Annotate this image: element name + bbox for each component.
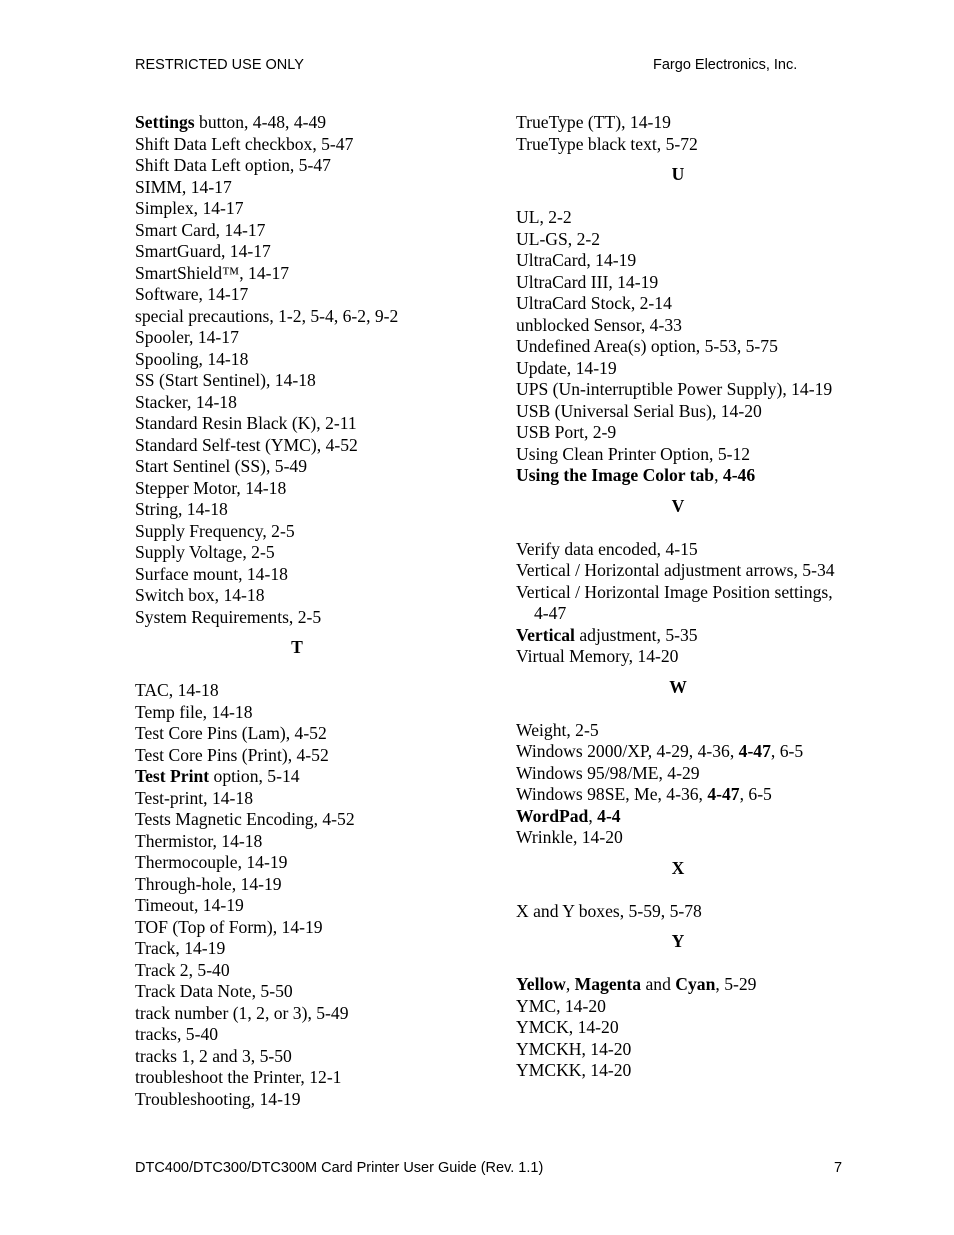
index-entry-text: X and Y boxes, 5-59, 5-78 xyxy=(516,900,702,921)
index-entry xyxy=(135,788,465,810)
index-entry-text: UltraCard III, 14-19 xyxy=(516,271,659,292)
index-entry xyxy=(516,229,846,251)
index-entry-text: UPS (Un-interruptible Power Supply), 14-19 xyxy=(516,379,833,399)
index-entry xyxy=(516,315,846,337)
index-entry-text: Start Sentinel (SS), 5-49 xyxy=(135,456,308,476)
index-entry-text: USB (Universal Serial Bus), 14-20 xyxy=(516,400,762,421)
index-entry xyxy=(516,741,846,763)
index-section-letter: U xyxy=(671,164,685,184)
index-entry-text: Shift Data Left option, 5-47 xyxy=(135,155,331,175)
index-entry xyxy=(516,401,846,423)
index-section-letter: T xyxy=(291,637,303,657)
index-entry-text: Troubleshooting, 14-19 xyxy=(135,1088,301,1109)
index-entry-text: Update, 14-19 xyxy=(516,357,617,378)
index-entry-text: adjustment, 5-35 xyxy=(574,624,698,645)
index-entry-text: , xyxy=(714,465,723,485)
index-entry xyxy=(135,723,465,745)
index-entry xyxy=(516,336,846,358)
index-entry xyxy=(516,250,846,272)
index-entry-text: YMCKH, 14-20 xyxy=(516,1038,632,1059)
index-entry xyxy=(135,1067,465,1089)
index-entry xyxy=(135,1089,465,1111)
index-column-right xyxy=(516,112,846,1082)
index-entry xyxy=(135,564,465,586)
index-entry-text: TOF (Top of Form), 14-19 xyxy=(135,916,323,937)
index-entry-text: Shift Data Left checkbox, 5-47 xyxy=(135,133,354,154)
index-entry-text: TrueType (TT), 14-19 xyxy=(516,112,671,132)
index-entry xyxy=(516,207,846,229)
index-entry xyxy=(135,198,465,220)
index-entry xyxy=(135,456,465,478)
index-entry-text: Through-hole, 14-19 xyxy=(135,873,282,894)
index-entry-text: Vertical / Horizontal Image Position settings, 4-47 xyxy=(516,581,833,623)
index-entry-bold-text: Using the Image Color tab xyxy=(516,465,715,485)
index-entry-text: UltraCard Stock, 2-14 xyxy=(516,293,672,313)
index-entry-text: Temp file, 14-18 xyxy=(135,701,253,722)
index-entry-text: Test Core Pins (Print), 4-52 xyxy=(135,744,329,765)
index-entry xyxy=(135,981,465,1003)
index-entry-text: YMCK, 14-20 xyxy=(516,1017,619,1037)
index-entry xyxy=(516,720,846,742)
index-entry xyxy=(135,155,465,177)
index-entry-text: Undefined Area(s) option, 5-53, 5-75 xyxy=(516,336,778,356)
index-entry xyxy=(516,134,846,156)
index-entry-text: Spooler, 14-17 xyxy=(135,327,239,347)
index-entry-text: Smart Card, 14-17 xyxy=(135,219,266,240)
index-entry-text: Windows 95/98/ME, 4-29 xyxy=(516,762,700,783)
index-entry-text: option, 5-14 xyxy=(209,766,300,786)
index-entry xyxy=(135,1024,465,1046)
footer-title: DTC400/DTC300/DTC300M Card Printer User Guide (Rev. 1.1) xyxy=(135,1160,544,1176)
index-entry-text: track number (1, 2, or 3), 5-49 xyxy=(135,1002,349,1023)
index-entry-text: Supply Voltage, 2-5 xyxy=(135,542,275,562)
index-section-letter: W xyxy=(669,676,687,697)
index-entry-text: unblocked Sensor, 4-33 xyxy=(516,314,682,335)
index-entry-text: , xyxy=(588,805,598,826)
index-entry-text: Wrinkle, 14-20 xyxy=(516,827,623,847)
index-entry xyxy=(135,917,465,939)
index-column-left xyxy=(135,112,465,1110)
index-entry xyxy=(135,702,465,724)
index-entry-text: Vertical / Horizontal adjustment arrows, 5-34 xyxy=(516,560,835,580)
index-entry-text: TrueType black text, 5-72 xyxy=(516,133,698,154)
index-entry xyxy=(135,220,465,242)
index-entry-text: SIMM, 14-17 xyxy=(135,176,232,197)
index-entry-text: Windows 98SE, Me, 4-36, xyxy=(516,784,708,804)
index-entry xyxy=(135,585,465,607)
index-entry-text: Test Core Pins (Lam), 4-52 xyxy=(135,723,327,743)
index-entry xyxy=(135,680,465,702)
index-entry xyxy=(135,177,465,199)
index-entry xyxy=(516,901,846,923)
index-entry-text: and xyxy=(641,974,676,994)
index-entry xyxy=(516,646,846,668)
index-entry xyxy=(516,1060,846,1082)
index-entry xyxy=(135,413,465,435)
index-entry xyxy=(516,974,846,996)
index-entry xyxy=(516,784,846,806)
index-entry-bold-text: 4-4 xyxy=(597,805,621,826)
index-entry xyxy=(516,379,846,401)
index-entry xyxy=(135,831,465,853)
index-entry xyxy=(135,521,465,543)
index-entry-text: Stepper Motor, 14-18 xyxy=(135,477,287,498)
index-entry xyxy=(135,241,465,263)
index-entry xyxy=(516,1017,846,1039)
index-entry-text: Timeout, 14-19 xyxy=(135,895,244,915)
index-entry xyxy=(516,465,846,487)
index-entry xyxy=(516,582,846,625)
index-entry xyxy=(135,134,465,156)
index-entry-bold-text: Cyan xyxy=(675,974,716,994)
index-entry-text: YMC, 14-20 xyxy=(516,995,606,1016)
index-entry-text: , xyxy=(565,974,575,994)
index-entry xyxy=(516,293,846,315)
index-entry xyxy=(135,960,465,982)
index-entry xyxy=(516,763,846,785)
index-entry-text: Windows 2000/XP, 4-29, 4-36, xyxy=(516,741,739,761)
index-entry xyxy=(516,422,846,444)
index-entry xyxy=(516,996,846,1018)
index-entry xyxy=(135,1003,465,1025)
index-entry-text: , 6-5 xyxy=(770,741,804,761)
index-entry-bold-text: 4-46 xyxy=(722,465,756,485)
index-entry-text: Thermocouple, 14-19 xyxy=(135,852,288,872)
index-entry xyxy=(135,809,465,831)
index-entry-text: Test-print, 14-18 xyxy=(135,787,253,808)
index-entry-text: tracks, 5-40 xyxy=(135,1024,219,1044)
index-entry-text: , 6-5 xyxy=(739,784,772,804)
index-entry xyxy=(135,284,465,306)
index-entry-text: USB Port, 2-9 xyxy=(516,422,617,442)
index-entry-bold-text: Vertical xyxy=(516,624,575,645)
index-entry xyxy=(135,542,465,564)
index-entry xyxy=(135,499,465,521)
index-entry xyxy=(135,478,465,500)
index-entry-text: String, 14-18 xyxy=(135,499,228,519)
index-entry-text: Track 2, 5-40 xyxy=(135,959,230,980)
index-entry xyxy=(516,444,846,466)
index-entry-text: Software, 14-17 xyxy=(135,284,249,304)
index-entry xyxy=(516,806,846,828)
index-section-letter: Y xyxy=(671,931,685,951)
index-entry-text: Tests Magnetic Encoding, 4-52 xyxy=(135,809,355,829)
index-entry xyxy=(135,370,465,392)
index-section-letter: V xyxy=(671,495,685,516)
index-entry xyxy=(135,392,465,414)
index-entry-text: Switch box, 14-18 xyxy=(135,585,265,605)
index-entry-text: Thermistor, 14-18 xyxy=(135,830,263,851)
index-entry-text: button, 4-48, 4-49 xyxy=(194,112,327,132)
index-entry-text: , 5-29 xyxy=(715,974,757,994)
index-entry-text: Track, 14-19 xyxy=(135,938,226,958)
index-entry xyxy=(135,263,465,285)
index-entry xyxy=(516,1039,846,1061)
index-entry-text: Standard Self-test (YMC), 4-52 xyxy=(135,434,358,455)
index-entry xyxy=(135,895,465,917)
index-entry-text: Simplex, 14-17 xyxy=(135,198,244,218)
index-section-letter: X xyxy=(671,857,685,878)
index-entry-text: UL, 2-2 xyxy=(516,207,572,227)
index-entry-text: SmartShield™, 14-17 xyxy=(135,262,290,283)
index-entry-text: special precautions, 1-2, 5-4, 6-2, 9-2 xyxy=(135,305,399,326)
index-entry xyxy=(516,827,846,849)
index-entry-bold-text: Settings xyxy=(135,112,195,132)
index-entry-bold-text: Test Print xyxy=(135,766,210,786)
index-entry-text: TAC, 14-18 xyxy=(135,680,219,700)
index-entry xyxy=(135,1046,465,1068)
index-entry xyxy=(135,112,465,134)
index-entry-text: Weight, 2-5 xyxy=(516,719,599,740)
index-entry xyxy=(516,358,846,380)
index-entry-text: Surface mount, 14-18 xyxy=(135,563,288,584)
index-entry xyxy=(135,306,465,328)
index-entry-text: Track Data Note, 5-50 xyxy=(135,981,293,1001)
index-entry xyxy=(516,560,846,582)
index-entry-text: Using Clean Printer Option, 5-12 xyxy=(516,443,751,464)
index-entry xyxy=(135,938,465,960)
index-entry-text: Stacker, 14-18 xyxy=(135,391,237,412)
index-entry-bold-text: 4-47 xyxy=(738,741,771,761)
page-number: 7 xyxy=(834,1160,843,1176)
index-entry xyxy=(516,539,846,561)
index-entry xyxy=(135,327,465,349)
index-entry-text: Spooling, 14-18 xyxy=(135,348,249,369)
index-entry xyxy=(135,745,465,767)
index-entry xyxy=(135,766,465,788)
index-entry xyxy=(516,112,846,134)
index-entry xyxy=(135,874,465,896)
index-entry xyxy=(516,272,846,294)
index-entry-text: tracks 1, 2 and 3, 5-50 xyxy=(135,1045,292,1066)
index-entry-text: troubleshoot the Printer, 12-1 xyxy=(135,1067,342,1087)
index-entry-text: Verify data encoded, 4-15 xyxy=(516,538,698,559)
header-right-text: Fargo Electronics, Inc. xyxy=(653,57,798,73)
index-entry-text: SS (Start Sentinel), 14-18 xyxy=(135,370,316,390)
index-entry-text: Virtual Memory, 14-20 xyxy=(516,646,679,666)
index-entry xyxy=(135,435,465,457)
index-entry xyxy=(516,625,846,647)
index-entry-text: Supply Frequency, 2-5 xyxy=(135,520,295,541)
header-left-text: RESTRICTED USE ONLY xyxy=(135,57,304,73)
index-entry xyxy=(135,852,465,874)
index-entry-text: Standard Resin Black (K), 2-11 xyxy=(135,413,357,433)
index-entry-text: YMCKK, 14-20 xyxy=(516,1060,632,1080)
index-entry-text: SmartGuard, 14-17 xyxy=(135,241,271,261)
index-entry-bold-text: WordPad xyxy=(516,805,589,826)
index-entry xyxy=(135,349,465,371)
index-entry-bold-text: Yellow xyxy=(516,974,566,994)
index-entry-text: UL-GS, 2-2 xyxy=(516,228,601,249)
index-entry-bold-text: Magenta xyxy=(574,974,642,994)
index-entry-bold-text: 4-47 xyxy=(707,784,740,804)
index-entry-text: UltraCard, 14-19 xyxy=(516,250,637,270)
index-entry-text: System Requirements, 2-5 xyxy=(135,606,322,627)
index-entry xyxy=(135,607,465,629)
